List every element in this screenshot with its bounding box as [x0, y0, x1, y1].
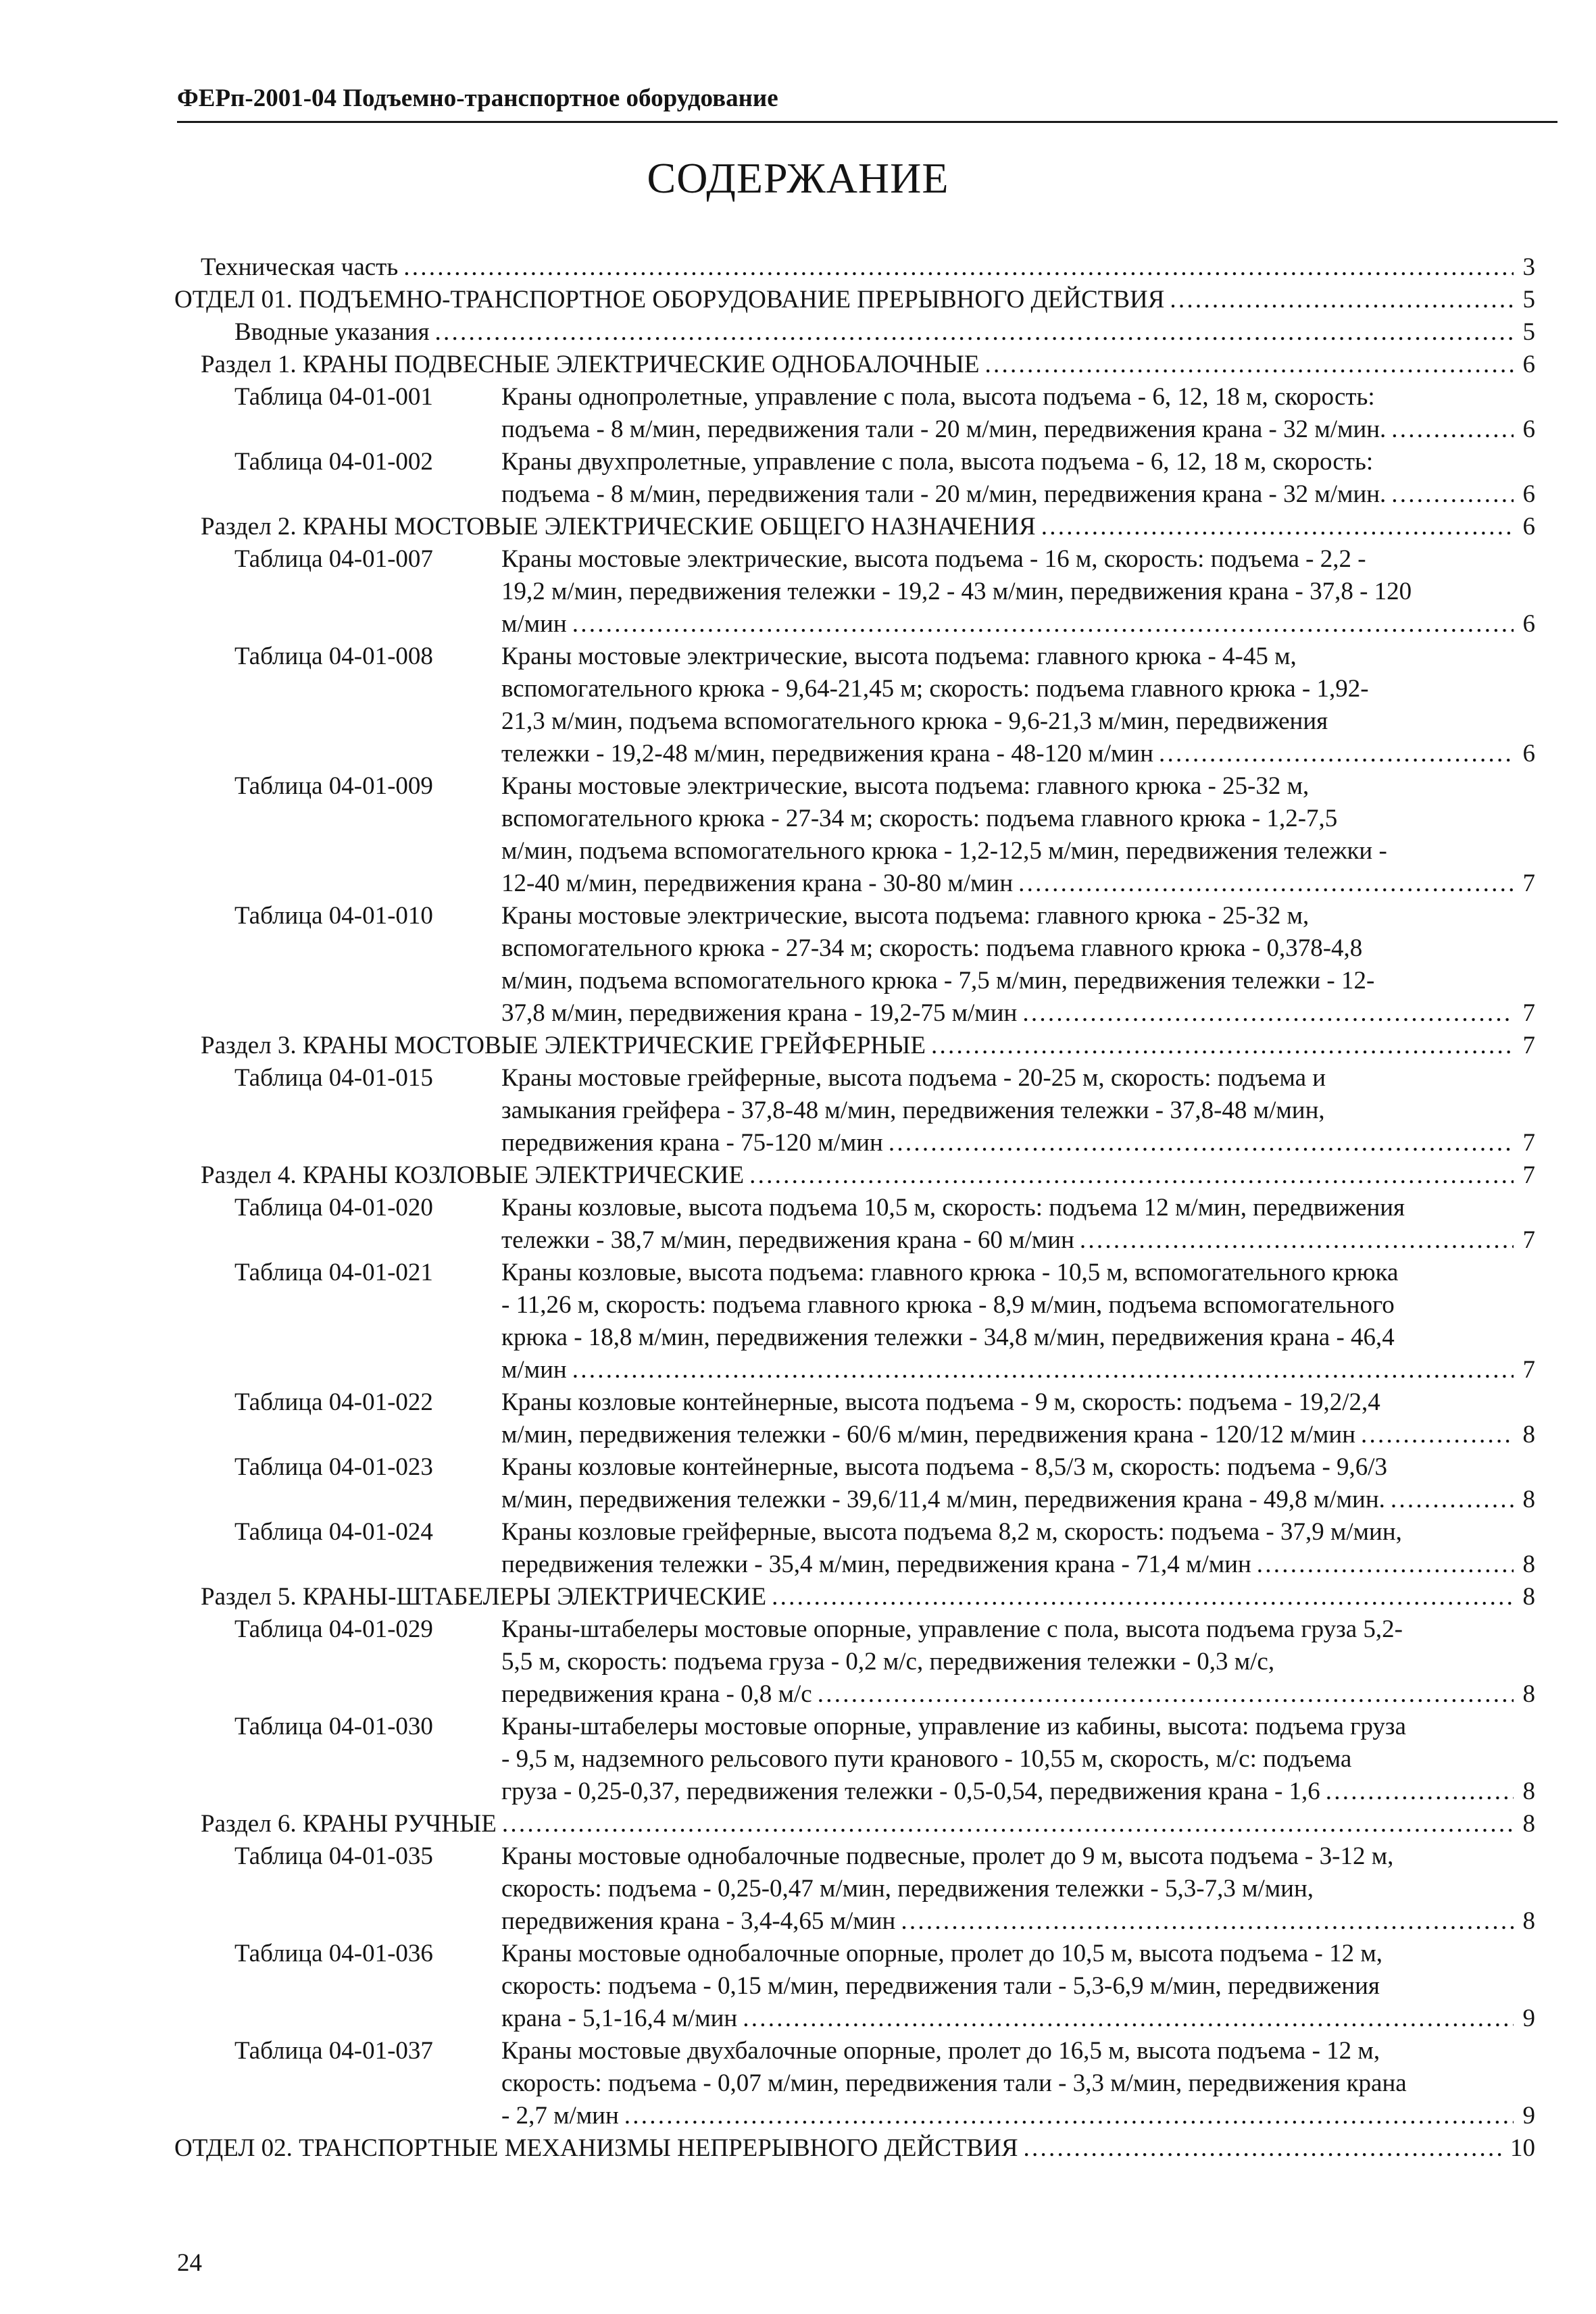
toc-entry-text: Раздел 6. КРАНЫ РУЧНЫЕ	[201, 1810, 497, 1838]
dot-leader	[1018, 867, 1514, 900]
toc-page-number: 8	[1522, 1907, 1535, 1935]
toc-page-number: 7	[1522, 1129, 1535, 1157]
dot-leader	[985, 349, 1514, 381]
toc-table-number: Таблица 04-01-023	[234, 1453, 433, 1481]
dot-leader	[403, 251, 1514, 284]
dot-leader	[1391, 413, 1514, 446]
toc-entry-line	[501, 738, 1535, 770]
toc-page-number: 9	[1522, 2005, 1535, 2032]
toc-entry-text: вспомогательного крюка - 27-34 м; скорость: подъема главного крюка - 0,378-4,8	[501, 934, 1363, 962]
toc-page-number: 7	[1522, 1356, 1535, 1384]
dot-leader	[572, 608, 1514, 640]
dot-leader	[818, 1678, 1514, 1711]
toc-entry-text: Краны мостовые однобалочные опорные, пролет до 10,5 м, высота подъема - 12 м,	[501, 1940, 1383, 1967]
toc-entry-text: подъема - 8 м/мин, передвижения тали - 20 м/мин, передвижения крана - 32 м/мин.	[501, 416, 1387, 443]
toc-page-number: 6	[1522, 480, 1535, 508]
toc-entry-text: тележки - 38,7 м/мин, передвижения крана - 60 м/мин	[501, 1226, 1074, 1254]
toc-entry-line	[201, 511, 1535, 543]
toc-entry-text: замыкания грейфера - 37,8-48 м/мин, передвижения тележки - 37,8-48 м/мин,	[501, 1097, 1325, 1124]
toc-entry-text: ОТДЕЛ 01. ПОДЪЕМНО-ТРАНСПОРТНОЕ ОБОРУДОВАНИЕ ПРЕРЫВНОГО ДЕЙСТВИЯ	[174, 286, 1165, 313]
toc-entry-text: м/мин, подъема вспомогательного крюка - 7,5 м/мин, передвижения тележки - 12-	[501, 967, 1375, 995]
toc-entry-text: ОТДЕЛ 02. ТРАНСПОРТНЫЕ МЕХАНИЗМЫ НЕПРЕРЫВНОГО ДЕЙСТВИЯ	[174, 2134, 1018, 2162]
dot-leader	[749, 1159, 1514, 1192]
toc-table-number: Таблица 04-01-036	[234, 1940, 433, 1967]
toc-entry-text: передвижения крана - 0,8 м/с	[501, 1680, 812, 1708]
toc-page-number: 6	[1522, 416, 1535, 443]
toc-entry-line	[501, 1678, 1535, 1711]
toc-page-number: 6	[1522, 351, 1535, 378]
toc-entry-line	[501, 900, 1535, 932]
toc-entry-text: 12-40 м/мин, передвижения крана - 30-80 м/мин	[501, 870, 1014, 897]
toc-entry-text: Краны мостовые электрические, высота подъема: главного крюка - 4-45 м,	[501, 643, 1297, 670]
toc-entry-text: Раздел 5. КРАНЫ-ШТАБЕЛЕРЫ ЭЛЕКТРИЧЕСКИЕ	[201, 1583, 767, 1611]
dot-leader	[1024, 2132, 1505, 2165]
toc-table-number: Таблица 04-01-015	[234, 1064, 433, 1092]
toc-entry-text: 19,2 м/мин, передвижения тележки - 19,2 - 43 м/мин, передвижения крана - 37,8 - 120	[501, 578, 1412, 605]
toc-entry-text: Техническая часть	[201, 253, 399, 281]
toc-table-number: Таблица 04-01-029	[234, 1615, 433, 1643]
toc-entry-line	[201, 349, 1535, 381]
toc-entry-text: м/мин	[501, 610, 567, 638]
toc-entry-line	[501, 932, 1535, 965]
toc-entry-line	[501, 1095, 1535, 1127]
toc-entry-text: Краны козловые, высота подъема: главного крюка - 10,5 м, вспомогательного крюка	[501, 1259, 1399, 1286]
dot-leader	[772, 1581, 1514, 1613]
toc-entry-line	[501, 1257, 1535, 1289]
toc-entry-text: - 11,26 м, скорость: подъема главного крюка - 8,9 м/мин, подъема вспомогательного	[501, 1291, 1395, 1319]
toc-page-number: 8	[1522, 1551, 1535, 1578]
toc-entry-line	[501, 1224, 1535, 1257]
toc-entry-text: тележки - 19,2-48 м/мин, передвижения крана - 48-120 м/мин	[501, 740, 1154, 768]
toc-entry-line	[501, 1938, 1535, 1970]
toc-entry-line	[501, 1970, 1535, 2003]
toc-entry-line	[501, 1289, 1535, 1322]
toc-entry-text: Краны мостовые грейферные, высота подъема - 20-25 м, скорость: подъема и	[501, 1064, 1326, 1092]
toc-entry-text: передвижения крана - 75-120 м/мин	[501, 1129, 883, 1157]
toc-entry-line	[174, 2132, 1535, 2165]
toc-entry-line	[501, 1192, 1535, 1224]
toc-entry-line	[501, 1062, 1535, 1095]
toc-entry-line	[501, 1711, 1535, 1743]
toc-page-number: 8	[1522, 1486, 1535, 1513]
toc-page-number: 7	[1522, 1161, 1535, 1189]
toc-page-number: 6	[1522, 513, 1535, 540]
toc-entry-line	[501, 673, 1535, 705]
toc-entry-line	[501, 1419, 1535, 1451]
dot-leader	[1326, 1776, 1514, 1808]
toc-entry-line	[501, 1322, 1535, 1354]
dot-leader	[1391, 478, 1514, 511]
toc-table-number: Таблица 04-01-002	[234, 448, 433, 476]
toc-entry-line	[501, 770, 1535, 803]
toc-entry-text: м/мин, передвижения тележки - 39,6/11,4 м/мин, передвижения крана - 49,8 м/мин.	[501, 1486, 1385, 1513]
toc-entry-text: Краны козловые грейферные, высота подъема 8,2 м, скорость: подъема - 37,9 м/мин,	[501, 1518, 1402, 1546]
toc-entry-line	[501, 835, 1535, 867]
toc-page-number: 3	[1522, 253, 1535, 281]
toc-page-number: 7	[1522, 870, 1535, 897]
toc-entry-line	[201, 1581, 1535, 1613]
toc-table-number: Таблица 04-01-020	[234, 1194, 433, 1222]
toc-entry-line	[501, 640, 1535, 673]
dot-leader	[901, 1905, 1514, 1938]
toc-entry-line	[501, 1743, 1535, 1776]
dot-leader	[1257, 1549, 1514, 1581]
toc-entry-line	[501, 705, 1535, 738]
toc-entry-line	[501, 1646, 1535, 1678]
toc-entry-text: 37,8 м/мин, передвижения крана - 19,2-75 м/мин	[501, 999, 1018, 1027]
toc-table-number: Таблица 04-01-010	[234, 902, 433, 930]
running-header: ФЕРп-2001-04 Подъемно-транспортное оборудование	[177, 84, 778, 112]
toc-entry-text: крюка - 18,8 м/мин, передвижения тележки - 34,8 м/мин, передвижения крана - 46,4	[501, 1324, 1395, 1351]
toc-entry-text: Краны двухпролетные, управление с пола, высота подъема - 6, 12, 18 м, скорость:	[501, 448, 1374, 476]
toc-entry-text: м/мин, подъема вспомогательного крюка - 1,2-12,5 м/мин, передвижения тележки -	[501, 837, 1387, 865]
toc-entry-line	[501, 1451, 1535, 1484]
toc-entry-text: скорость: подъема - 0,25-0,47 м/мин, передвижения тележки - 5,3-7,3 м/мин,	[501, 1875, 1314, 1903]
toc-entry-line	[501, 446, 1535, 478]
toc-entry-text: м/мин, передвижения тележки - 60/6 м/мин, передвижения крана - 120/12 м/мин	[501, 1421, 1356, 1449]
toc-entry-line	[501, 413, 1535, 446]
toc-page-number: 6	[1522, 610, 1535, 638]
toc-entry-text: 5,5 м, скорость: подъема груза - 0,2 м/с, передвижения тележки - 0,3 м/с,	[501, 1648, 1275, 1676]
toc-entry-line	[501, 1516, 1535, 1549]
toc-table-number: Таблица 04-01-030	[234, 1713, 433, 1740]
dot-leader	[502, 1808, 1514, 1840]
toc-entry-text: передвижения тележки - 35,4 м/мин, передвижения крана - 71,4 м/мин	[501, 1551, 1251, 1578]
page-title: СОДЕРЖАНИЕ	[647, 154, 949, 202]
toc-entry-line	[501, 1549, 1535, 1581]
toc-entry-line	[501, 2003, 1535, 2035]
toc-table-number: Таблица 04-01-007	[234, 545, 433, 573]
toc-entry-line	[501, 2035, 1535, 2067]
toc-entry-line	[501, 1776, 1535, 1808]
toc-entry-text: - 9,5 м, надземного рельсового пути кранового - 10,55 м, скорость, м/с: подъема	[501, 1745, 1352, 1773]
toc-entry-line	[501, 2067, 1535, 2100]
toc-entry-text: Краны мостовые двухбалочные опорные, пролет до 16,5 м, высота подъема - 12 м,	[501, 2037, 1380, 2065]
toc-entry-line	[501, 1354, 1535, 1386]
toc-page-number: 9	[1522, 2102, 1535, 2130]
toc-entry-line	[201, 1159, 1535, 1192]
page-number: 24	[177, 2249, 202, 2277]
toc-entry-line	[501, 1127, 1535, 1159]
toc-entry-line	[174, 284, 1535, 316]
toc-page-number: 8	[1522, 1810, 1535, 1838]
toc-entry-text: Краны мостовые электрические, высота подъема - 16 м, скорость: подъема - 2,2 -	[501, 545, 1366, 573]
toc-table-number: Таблица 04-01-008	[234, 643, 433, 670]
toc-page-number: 5	[1522, 318, 1535, 346]
toc-table-number: Таблица 04-01-037	[234, 2037, 433, 2065]
toc-entry-line	[501, 478, 1535, 511]
toc-entry-text: Раздел 2. КРАНЫ МОСТОВЫЕ ЭЛЕКТРИЧЕСКИЕ ОБЩЕГО НАЗНАЧЕНИЯ	[201, 513, 1036, 540]
dot-leader	[1080, 1224, 1514, 1257]
toc-page-number: 8	[1522, 1421, 1535, 1449]
toc-entry-line	[501, 2100, 1535, 2132]
toc-entry-text: Краны козловые, высота подъема 10,5 м, скорость: подъема 12 м/мин, передвижения	[501, 1194, 1405, 1222]
header-rule	[177, 121, 1557, 123]
toc-entry-text: груза - 0,25-0,37, передвижения тележки - 0,5-0,54, передвижения крана - 1,6	[501, 1778, 1320, 1805]
toc-table-number: Таблица 04-01-009	[234, 772, 433, 800]
toc-entry-text: Краны мостовые электрические, высота подъема: главного крюка - 25-32 м,	[501, 772, 1310, 800]
toc-entry-line	[234, 316, 1535, 349]
toc-entry-text: подъема - 8 м/мин, передвижения тали - 20 м/мин, передвижения крана - 32 м/мин.	[501, 480, 1387, 508]
toc-page-number: 7	[1522, 1226, 1535, 1254]
toc-entry-text: крана - 5,1-16,4 м/мин	[501, 2005, 738, 2032]
toc-table-number: Таблица 04-01-021	[234, 1259, 433, 1286]
toc-entry-text: Краны-штабелеры мостовые опорные, управление из кабины, высота: подъема груза	[501, 1713, 1406, 1740]
dot-leader	[1391, 1484, 1514, 1516]
toc-entry-line	[501, 543, 1535, 576]
toc-entry-line	[501, 803, 1535, 835]
toc-page-number: 8	[1522, 1680, 1535, 1708]
toc-page-number: 8	[1522, 1778, 1535, 1805]
toc-table-number: Таблица 04-01-022	[234, 1388, 433, 1416]
dot-leader	[572, 1354, 1514, 1386]
toc-entry-text: скорость: подъема - 0,07 м/мин, передвижения тали - 3,3 м/мин, передвижения крана	[501, 2069, 1407, 2097]
toc-entry-line	[501, 1613, 1535, 1646]
toc-page-number: 8	[1522, 1583, 1535, 1611]
toc-entry-line	[501, 1386, 1535, 1419]
toc-entry-line	[501, 1840, 1535, 1873]
toc-entry-text: вспомогательного крюка - 9,64-21,45 м; скорость: подъема главного крюка - 1,92-	[501, 675, 1369, 703]
toc-entry-line	[501, 1905, 1535, 1938]
dot-leader	[743, 2003, 1514, 2035]
dot-leader	[889, 1127, 1514, 1159]
toc-entry-line	[201, 1030, 1535, 1062]
dot-leader	[624, 2100, 1514, 2132]
toc-entry-line	[501, 1873, 1535, 1905]
dot-leader	[1361, 1419, 1514, 1451]
toc-entry-text: Краны козловые контейнерные, высота подъема - 9 м, скорость: подъема - 19,2/2,4	[501, 1388, 1380, 1416]
toc-entry-line	[501, 997, 1535, 1030]
toc-entry-text: вспомогательного крюка - 27-34 м; скорость: подъема главного крюка - 1,2-7,5	[501, 805, 1338, 832]
toc-entry-text: Вводные указания	[234, 318, 430, 346]
toc-page-number: 6	[1522, 740, 1535, 768]
toc-page-number: 7	[1522, 1032, 1535, 1059]
toc-entry-text: Краны козловые контейнерные, высота подъема - 8,5/3 м, скорость: подъема - 9,6/3	[501, 1453, 1388, 1481]
toc-page-number: 10	[1510, 2134, 1535, 2162]
dot-leader	[1159, 738, 1514, 770]
toc-entry-text: м/мин	[501, 1356, 567, 1384]
toc-entry-text: - 2,7 м/мин	[501, 2102, 619, 2130]
dot-leader	[931, 1030, 1514, 1062]
toc-entry-line	[201, 251, 1535, 284]
toc-entry-line	[501, 381, 1535, 413]
toc-entry-text: 21,3 м/мин, подъема вспомогательного крюка - 9,6-21,3 м/мин, передвижения	[501, 707, 1328, 735]
toc-entry-line	[501, 608, 1535, 640]
toc-table-number: Таблица 04-01-024	[234, 1518, 433, 1546]
toc-entry-line	[501, 867, 1535, 900]
toc-entry-text: Краны-штабелеры мостовые опорные, управление с пола, высота подъема груза 5,2-	[501, 1615, 1403, 1643]
toc-entry-line	[201, 1808, 1535, 1840]
toc-entry-text: скорость: подъема - 0,15 м/мин, передвижения тали - 5,3-6,9 м/мин, передвижения	[501, 1972, 1380, 2000]
dot-leader	[1170, 284, 1514, 316]
dot-leader	[1022, 997, 1514, 1030]
toc-page-number: 7	[1522, 999, 1535, 1027]
toc-entry-line	[501, 965, 1535, 997]
toc-page-number: 5	[1522, 286, 1535, 313]
toc-entry-text: Раздел 4. КРАНЫ КОЗЛОВЫЕ ЭЛЕКТРИЧЕСКИЕ	[201, 1161, 745, 1189]
dot-leader	[1041, 511, 1514, 543]
toc-entry-text: Раздел 3. КРАНЫ МОСТОВЫЕ ЭЛЕКТРИЧЕСКИЕ ГРЕЙФЕРНЫЕ	[201, 1032, 926, 1059]
toc-entry-text: передвижения крана - 3,4-4,65 м/мин	[501, 1907, 896, 1935]
toc-entry-line	[501, 1484, 1535, 1516]
toc-table-number: Таблица 04-01-001	[234, 383, 433, 411]
dot-leader	[434, 316, 1514, 349]
toc-entry-line	[501, 576, 1535, 608]
toc-entry-text: Краны мостовые однобалочные подвесные, пролет до 9 м, высота подъема - 3-12 м,	[501, 1842, 1394, 1870]
toc-table-number: Таблица 04-01-035	[234, 1842, 433, 1870]
toc-entry-text: Краны мостовые электрические, высота подъема: главного крюка - 25-32 м,	[501, 902, 1310, 930]
toc-entry-text: Краны однопролетные, управление с пола, высота подъема - 6, 12, 18 м, скорость:	[501, 383, 1375, 411]
toc-entry-text: Раздел 1. КРАНЫ ПОДВЕСНЫЕ ЭЛЕКТРИЧЕСКИЕ ОДНОБАЛОЧНЫЕ	[201, 351, 980, 378]
